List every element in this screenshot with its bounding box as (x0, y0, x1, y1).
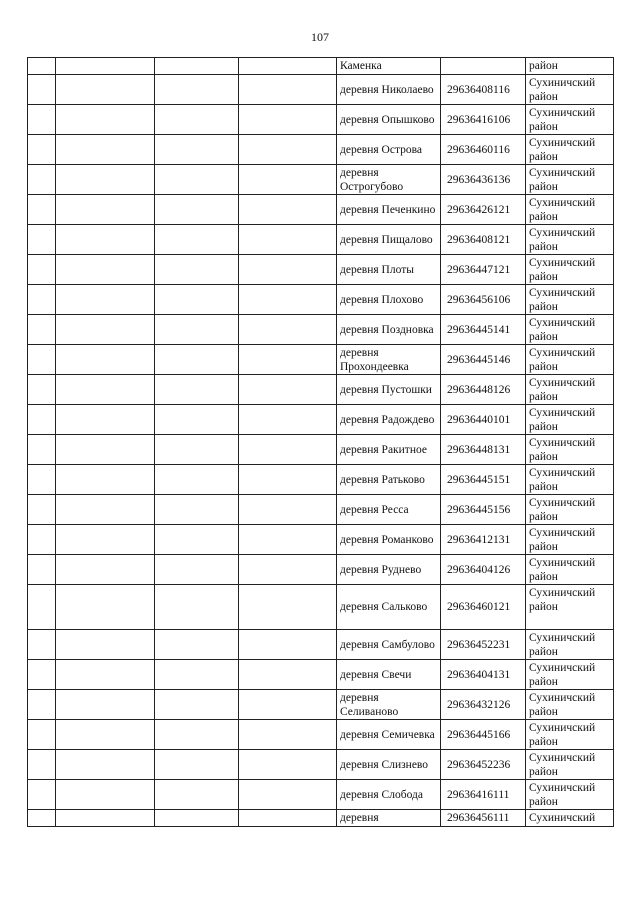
empty-cell (28, 345, 56, 375)
empty-cell (56, 58, 155, 75)
empty-cell (56, 810, 155, 827)
empty-cell (155, 780, 239, 810)
region-cell: Сухиничский район (526, 495, 614, 525)
region-cell: Сухиничский район (526, 255, 614, 285)
empty-cell (239, 105, 337, 135)
settlement-name-cell: деревня Селиваново (337, 690, 441, 720)
region-cell: Сухиничский район (526, 105, 614, 135)
region-cell: Сухиничский район (526, 225, 614, 255)
oktmo-code-cell: 29636416111 (441, 780, 526, 810)
empty-cell (56, 555, 155, 585)
empty-cell (56, 660, 155, 690)
empty-cell (56, 435, 155, 465)
region-cell: Сухиничский район (526, 435, 614, 465)
region-cell: Сухиничский (526, 810, 614, 827)
settlement-name-cell: деревня Романково (337, 525, 441, 555)
region-cell: Сухиничский район (526, 465, 614, 495)
table-row (28, 225, 614, 255)
empty-cell (56, 720, 155, 750)
empty-cell (56, 525, 155, 555)
empty-cell (56, 165, 155, 195)
empty-cell (28, 780, 56, 810)
empty-cell (56, 315, 155, 345)
empty-cell (28, 375, 56, 405)
settlement-name-cell: деревня Ракитное (337, 435, 441, 465)
table-row (28, 780, 614, 810)
empty-cell (56, 495, 155, 525)
oktmo-code-cell: 29636460121 (441, 585, 526, 630)
empty-cell (239, 630, 337, 660)
oktmo-code-cell: 29636408116 (441, 75, 526, 105)
empty-cell (239, 780, 337, 810)
table-row (28, 585, 614, 630)
settlement-name-cell: деревня Николаево (337, 75, 441, 105)
region-cell: Сухиничский район (526, 375, 614, 405)
table-row (28, 315, 614, 345)
oktmo-code-cell: 29636432126 (441, 690, 526, 720)
oktmo-code-cell: 29636416106 (441, 105, 526, 135)
empty-cell (239, 195, 337, 225)
empty-cell (155, 255, 239, 285)
oktmo-code-cell: 29636412131 (441, 525, 526, 555)
table-row (28, 75, 614, 105)
table-row (28, 555, 614, 585)
empty-cell (155, 165, 239, 195)
region-cell: Сухиничский район (526, 315, 614, 345)
empty-cell (155, 585, 239, 630)
settlement-name-cell: деревня Слизнево (337, 750, 441, 780)
oktmo-code-cell: 29636408121 (441, 225, 526, 255)
empty-cell (155, 660, 239, 690)
empty-cell (239, 255, 337, 285)
table-row (28, 195, 614, 225)
settlement-name-cell: деревня Сальково (337, 585, 441, 630)
empty-cell (56, 285, 155, 315)
empty-cell (28, 465, 56, 495)
table-row (28, 135, 614, 165)
oktmo-code-cell: 29636404126 (441, 555, 526, 585)
oktmo-code-cell (441, 58, 526, 75)
empty-cell (155, 435, 239, 465)
oktmo-code-cell: 29636445166 (441, 720, 526, 750)
oktmo-code-cell: 29636456106 (441, 285, 526, 315)
empty-cell (56, 225, 155, 255)
settlement-name-cell: деревня Руднево (337, 555, 441, 585)
empty-cell (56, 405, 155, 435)
empty-cell (155, 345, 239, 375)
empty-cell (239, 465, 337, 495)
empty-cell (155, 75, 239, 105)
table-row (28, 525, 614, 555)
table-row (28, 465, 614, 495)
oktmo-code-cell: 29636448131 (441, 435, 526, 465)
region-cell: Сухиничский район (526, 660, 614, 690)
empty-cell (28, 720, 56, 750)
empty-cell (56, 345, 155, 375)
empty-cell (28, 585, 56, 630)
empty-cell (239, 405, 337, 435)
empty-cell (155, 465, 239, 495)
oktmo-code-cell: 29636445151 (441, 465, 526, 495)
empty-cell (56, 750, 155, 780)
empty-cell (28, 810, 56, 827)
oktmo-code-cell: 29636445146 (441, 345, 526, 375)
region-cell: Сухиничский район (526, 165, 614, 195)
empty-cell (28, 435, 56, 465)
region-cell: Сухиничский район (526, 75, 614, 105)
settlement-name-cell: деревня Прохондеевка (337, 345, 441, 375)
oktmo-code-cell: 29636452231 (441, 630, 526, 660)
empty-cell (239, 165, 337, 195)
settlement-name-cell: деревня Острогубово (337, 165, 441, 195)
region-cell: Сухиничский район (526, 780, 614, 810)
oktmo-code-cell: 29636447121 (441, 255, 526, 285)
empty-cell (239, 750, 337, 780)
empty-cell (155, 315, 239, 345)
empty-cell (239, 525, 337, 555)
region-cell: Сухиничский район (526, 525, 614, 555)
table-row (28, 435, 614, 465)
empty-cell (239, 585, 337, 630)
empty-cell (239, 285, 337, 315)
empty-cell (155, 225, 239, 255)
table-row (28, 750, 614, 780)
oktmo-code-cell: 29636460116 (441, 135, 526, 165)
oktmo-code-cell: 29636436136 (441, 165, 526, 195)
settlement-name-cell: деревня Плоты (337, 255, 441, 285)
region-cell: Сухиничский район (526, 690, 614, 720)
settlement-name-cell: деревня Свечи (337, 660, 441, 690)
oktmo-code-cell: 29636440101 (441, 405, 526, 435)
settlement-name-cell: деревня Поздновка (337, 315, 441, 345)
settlement-name-cell: деревня Острова (337, 135, 441, 165)
empty-cell (239, 58, 337, 75)
empty-cell (28, 630, 56, 660)
empty-cell (155, 375, 239, 405)
empty-cell (56, 105, 155, 135)
empty-cell (28, 105, 56, 135)
empty-cell (28, 58, 56, 75)
empty-cell (28, 75, 56, 105)
empty-cell (155, 285, 239, 315)
empty-cell (56, 195, 155, 225)
empty-cell (28, 195, 56, 225)
empty-cell (239, 315, 337, 345)
empty-cell (28, 690, 56, 720)
empty-cell (239, 75, 337, 105)
region-cell: Сухиничский район (526, 405, 614, 435)
region-cell: Сухиничский район (526, 585, 614, 630)
oktmo-code-cell: 29636456111 (441, 810, 526, 827)
oktmo-code-cell: 29636404131 (441, 660, 526, 690)
empty-cell (239, 435, 337, 465)
settlement-name-cell: деревня Самбулово (337, 630, 441, 660)
empty-cell (56, 135, 155, 165)
empty-cell (28, 525, 56, 555)
oktmo-code-cell: 29636445141 (441, 315, 526, 345)
empty-cell (28, 660, 56, 690)
region-cell: Сухиничский район (526, 630, 614, 660)
empty-cell (155, 495, 239, 525)
empty-cell (155, 525, 239, 555)
settlement-name-cell: деревня Ресса (337, 495, 441, 525)
settlement-name-cell: деревня Печенкино (337, 195, 441, 225)
empty-cell (28, 255, 56, 285)
table-row (28, 720, 614, 750)
empty-cell (28, 135, 56, 165)
settlement-name-cell: деревня Радождево (337, 405, 441, 435)
empty-cell (239, 135, 337, 165)
page-number: 107 (311, 30, 329, 44)
region-cell: Сухиничский район (526, 135, 614, 165)
empty-cell (155, 690, 239, 720)
table-row (28, 285, 614, 315)
table-body (28, 58, 614, 827)
empty-cell (239, 690, 337, 720)
empty-cell (239, 555, 337, 585)
empty-cell (239, 375, 337, 405)
empty-cell (155, 195, 239, 225)
region-cell: Сухиничский район (526, 195, 614, 225)
region-cell: район (526, 58, 614, 75)
empty-cell (155, 135, 239, 165)
table-row (28, 630, 614, 660)
table-row (28, 375, 614, 405)
settlement-name-cell: деревня Пищалово (337, 225, 441, 255)
settlement-name-cell: деревня (337, 810, 441, 827)
oktmo-code-cell: 29636448126 (441, 375, 526, 405)
empty-cell (28, 315, 56, 345)
empty-cell (155, 720, 239, 750)
oktmo-code-cell: 29636452236 (441, 750, 526, 780)
table-row (28, 255, 614, 285)
settlement-name-cell: Каменка (337, 58, 441, 75)
empty-cell (28, 225, 56, 255)
empty-cell (56, 690, 155, 720)
empty-cell (56, 630, 155, 660)
table-row (28, 345, 614, 375)
settlements-table (27, 57, 614, 827)
region-cell: Сухиничский район (526, 720, 614, 750)
empty-cell (239, 345, 337, 375)
region-cell: Сухиничский район (526, 345, 614, 375)
table-row (28, 105, 614, 135)
empty-cell (28, 285, 56, 315)
settlement-name-cell: деревня Опышково (337, 105, 441, 135)
empty-cell (28, 165, 56, 195)
empty-cell (56, 255, 155, 285)
empty-cell (56, 780, 155, 810)
empty-cell (155, 555, 239, 585)
settlement-name-cell: деревня Слобода (337, 780, 441, 810)
empty-cell (56, 585, 155, 630)
empty-cell (155, 105, 239, 135)
empty-cell (28, 750, 56, 780)
table-row (28, 660, 614, 690)
empty-cell (28, 495, 56, 525)
table-row (28, 810, 614, 827)
region-cell: Сухиничский район (526, 750, 614, 780)
settlement-name-cell: деревня Плохово (337, 285, 441, 315)
empty-cell (239, 225, 337, 255)
empty-cell (155, 58, 239, 75)
region-cell: Сухиничский район (526, 285, 614, 315)
table-row (28, 690, 614, 720)
table-row (28, 58, 614, 75)
empty-cell (155, 630, 239, 660)
table-row (28, 495, 614, 525)
empty-cell (28, 405, 56, 435)
oktmo-code-cell: 29636445156 (441, 495, 526, 525)
empty-cell (155, 405, 239, 435)
empty-cell (155, 750, 239, 780)
region-cell: Сухиничский район (526, 555, 614, 585)
empty-cell (56, 375, 155, 405)
empty-cell (28, 555, 56, 585)
settlement-name-cell: деревня Пустошки (337, 375, 441, 405)
table-row (28, 405, 614, 435)
empty-cell (239, 810, 337, 827)
empty-cell (239, 495, 337, 525)
table-row (28, 165, 614, 195)
empty-cell (239, 660, 337, 690)
empty-cell (239, 720, 337, 750)
settlement-name-cell: деревня Семичевка (337, 720, 441, 750)
empty-cell (155, 810, 239, 827)
oktmo-code-cell: 29636426121 (441, 195, 526, 225)
empty-cell (56, 75, 155, 105)
empty-cell (56, 465, 155, 495)
settlement-name-cell: деревня Ратьково (337, 465, 441, 495)
